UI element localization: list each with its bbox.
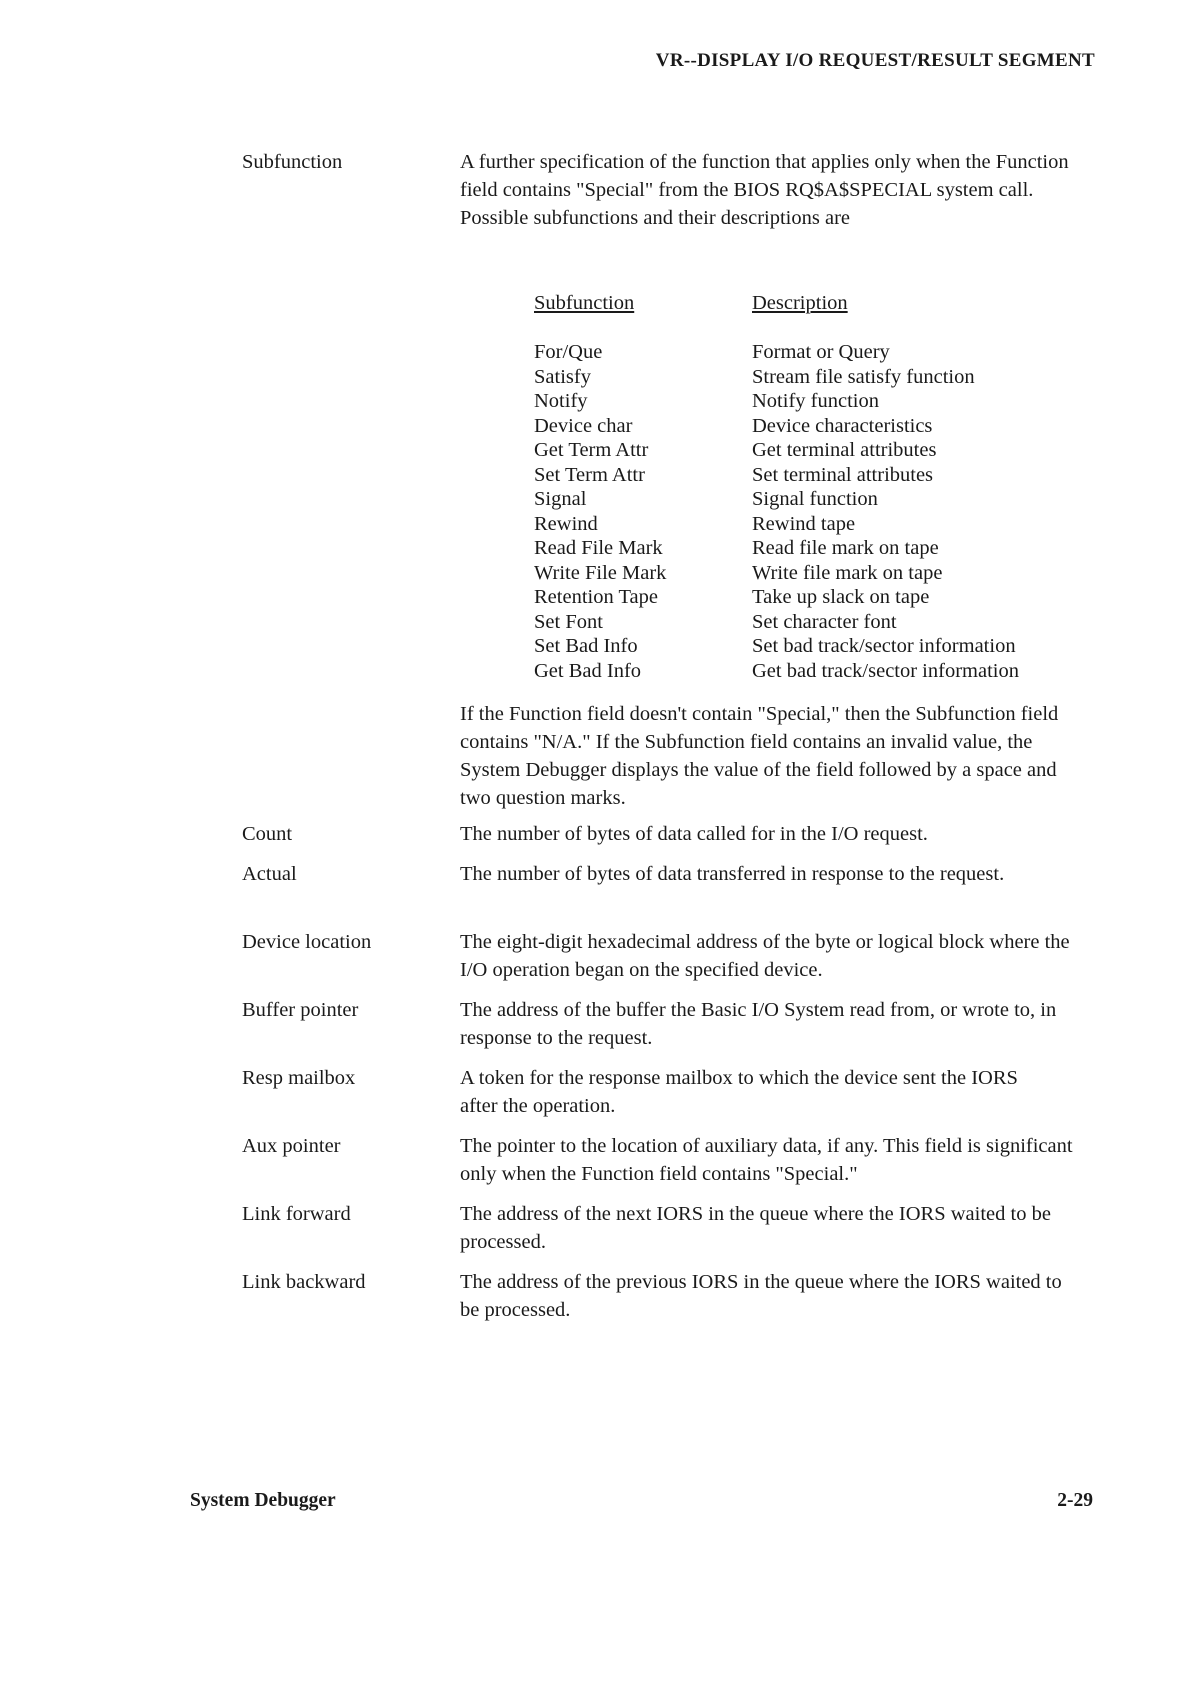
field-description: The address of the next IORS in the queue where the IORS waited to be processed. xyxy=(460,1203,1051,1253)
field-term: Actual xyxy=(242,863,297,885)
field-term: Link forward xyxy=(242,1203,351,1225)
subfunction-name: Device char xyxy=(534,414,633,437)
subfunction-name: Rewind xyxy=(534,512,598,535)
subfunction-name: Signal xyxy=(534,488,587,510)
table-row xyxy=(534,365,1094,390)
subfunction-name: Set Font xyxy=(534,610,603,633)
table-row xyxy=(534,340,1094,365)
page-header-title: VR--DISPLAY I/O REQUEST/RESULT SEGMENT xyxy=(655,50,1095,71)
table-header-subfunction: Subfunction xyxy=(534,292,635,314)
subfunction-term: Subfunction xyxy=(242,151,343,173)
table-row xyxy=(534,414,1094,439)
field-term: Buffer pointer xyxy=(242,999,359,1021)
table-row xyxy=(534,561,1094,586)
subfunction-name: For/Que xyxy=(534,341,603,363)
subfunction-name: Get Term Attr xyxy=(534,439,649,461)
subfunction-name: Notify xyxy=(534,390,588,412)
subfunction-intro: A further specification of the function that applies only when the Function field contains "Special" from the BIOS RQ$A$SPECIAL system call. Possible subfunctions and their descriptions are xyxy=(460,151,1069,229)
subfunction-description: Get bad track/sector information xyxy=(752,659,1019,682)
field-description: The pointer to the location of auxiliary data, if any. This field is significant only when the Function field contains "Special." xyxy=(460,1135,1073,1185)
field-term: Device location xyxy=(242,931,372,953)
subfunction-description: Take up slack on tape xyxy=(752,586,930,608)
subfunction-description: Device characteristics xyxy=(752,414,933,437)
field-term: Resp mailbox xyxy=(242,1067,356,1089)
field-description: A token for the response mailbox to which the device sent the IORS after the operation. xyxy=(460,1067,1018,1117)
subfunction-description: Format or Query xyxy=(752,341,890,363)
subfunction-outro: If the Function field doesn't contain "Special," then the Subfunction field contains "N/A." If the Subfunction field contains an invalid value, the System Debugger displays the value of the field followed by a space and two question marks. xyxy=(460,703,1059,809)
subfunction-description: Notify function xyxy=(752,390,879,412)
table-row xyxy=(534,438,1094,463)
field-term: Aux pointer xyxy=(242,1135,341,1157)
subfunction-description: Set character font xyxy=(752,610,897,633)
table-row xyxy=(534,487,1094,512)
subfunction-description: Write file mark on tape xyxy=(752,561,943,584)
table-row xyxy=(534,463,1094,488)
subfunction-description: Signal function xyxy=(752,488,878,510)
table-header-description: Description xyxy=(752,292,848,314)
subfunction-description: Stream file satisfy function xyxy=(752,365,975,388)
field-description: The number of bytes of data called for in the I/O request. xyxy=(460,823,928,845)
subfunction-description: Set terminal attributes xyxy=(752,463,934,486)
subfunction-name: Write File Mark xyxy=(534,561,667,584)
subfunction-name: Set Bad Info xyxy=(534,635,638,657)
subfunction-name: Retention Tape xyxy=(534,586,659,608)
table-row xyxy=(534,659,1094,684)
field-description: The address of the buffer the Basic I/O System read from, or wrote to, in response to the request. xyxy=(460,999,1057,1049)
field-term: Count xyxy=(242,823,293,845)
table-row xyxy=(534,585,1094,610)
subfunction-description: Rewind tape xyxy=(752,512,856,535)
subfunction-name: Get Bad Info xyxy=(534,659,642,682)
subfunction-rows xyxy=(534,340,1094,683)
field-term: Link backward xyxy=(242,1271,366,1293)
table-row xyxy=(534,610,1094,635)
field-description: The number of bytes of data transferred in response to the request. xyxy=(460,863,1005,885)
field-description: The eight-digit hexadecimal address of the byte or logical block where the I/O operation began on the specified device. xyxy=(460,931,1070,981)
field-description: The address of the previous IORS in the queue where the IORS waited to be processed. xyxy=(460,1271,1062,1321)
subfunction-description: Set bad track/sector information xyxy=(752,635,1016,657)
table-row xyxy=(534,536,1094,561)
subfunction-name: Read File Mark xyxy=(534,537,663,559)
subfunction-description: Read file mark on tape xyxy=(752,537,939,559)
footer-book-title: System Debugger xyxy=(190,1490,336,1511)
table-row xyxy=(534,512,1094,537)
table-row xyxy=(534,389,1094,414)
table-row xyxy=(534,634,1094,659)
subfunction-name: Satisfy xyxy=(534,365,591,388)
subfunction-name: Set Term Attr xyxy=(534,463,645,486)
subfunction-description: Get terminal attributes xyxy=(752,439,937,461)
footer-page-number: 2-29 xyxy=(1057,1490,1093,1511)
